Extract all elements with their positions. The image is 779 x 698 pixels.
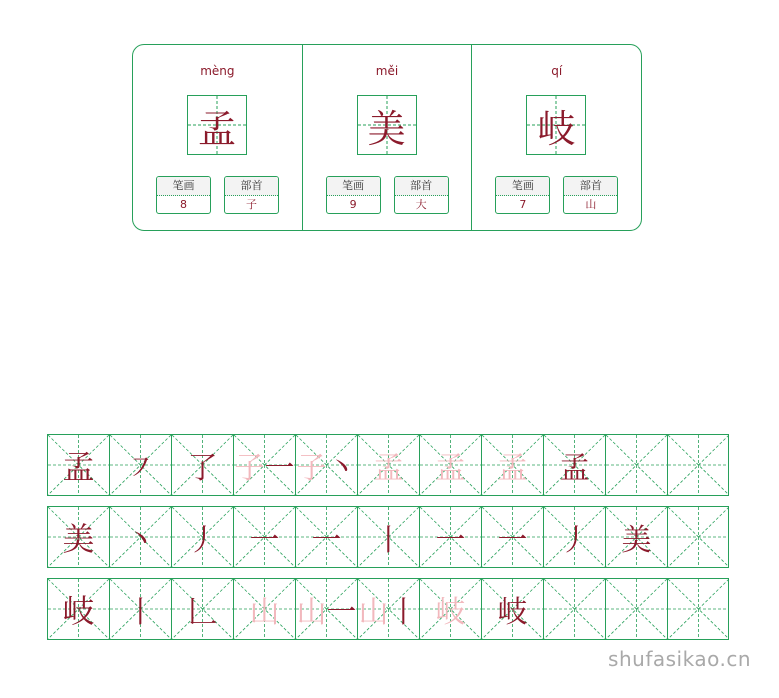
stroke-step [296, 579, 357, 639]
model-character: 孟 [62, 448, 95, 486]
stroke-step [358, 507, 419, 567]
previous-strokes: 孟 [497, 451, 528, 486]
current-stroke: 一 [497, 523, 528, 558]
stroke-step-cell [110, 435, 172, 495]
stroke-order-row [47, 506, 729, 568]
stroke-step-cell [482, 507, 544, 567]
current-stroke: 丨 [125, 595, 156, 630]
model-character: 岐 [62, 592, 95, 630]
stroke-order-row [47, 578, 729, 640]
stroke-step-cell [420, 435, 482, 495]
current-stroke: 孟 [559, 451, 590, 486]
stroke-step [420, 507, 481, 567]
stroke-step-cell [420, 579, 482, 639]
char-column-3 [472, 45, 641, 230]
model-character: 美 [62, 520, 95, 558]
stroke-count-label: 笔画 [327, 177, 380, 196]
previous-strokes: 山 [249, 595, 280, 630]
current-stroke: 一 [326, 595, 357, 630]
stroke-step-cell [296, 435, 358, 495]
stroke-step [544, 435, 605, 495]
current-stroke: 一 [435, 523, 466, 558]
current-stroke: 美 [621, 523, 652, 558]
stroke-step-cell [544, 435, 606, 495]
current-stroke: 一 [311, 523, 342, 558]
stroke-step-cell [544, 507, 606, 567]
stroke-count-label: 笔画 [496, 177, 549, 196]
current-stroke: 丿 [559, 523, 590, 558]
radical-label: 部首 [225, 177, 278, 196]
character-info-card [132, 44, 642, 231]
stroke-count-value: 9 [349, 198, 357, 211]
current-stroke: 丨 [388, 595, 419, 630]
radical-label: 部首 [395, 177, 448, 196]
model-character-cell [48, 435, 110, 495]
current-stroke: 岐 [497, 595, 528, 630]
previous-strokes: 山 [296, 595, 327, 630]
radical-value: 大 [415, 198, 427, 211]
stroke-step-cell [482, 579, 544, 639]
stroke-step [172, 507, 233, 567]
stroke-step [296, 435, 357, 495]
stroke-step [482, 507, 543, 567]
char-grid-box [526, 95, 586, 155]
stroke-step-cell [110, 507, 172, 567]
model-character-cell [48, 507, 110, 567]
stroke-step-cell [668, 579, 730, 639]
radical-box [394, 176, 449, 214]
current-stroke: 丶 [125, 523, 156, 558]
radical-value: 子 [246, 198, 257, 211]
stroke-step [358, 579, 419, 639]
stroke-step-cell [606, 579, 668, 639]
stroke-step-cell [358, 435, 420, 495]
stroke-count-label: 笔画 [157, 177, 210, 196]
current-stroke: 一 [249, 523, 280, 558]
char-column-2 [303, 45, 473, 230]
current-stroke: ㇇ [125, 451, 156, 486]
pinyin-label: mèng [200, 64, 235, 78]
big-character: 岐 [537, 106, 576, 151]
radical-box [563, 176, 618, 214]
current-stroke: 一 [264, 451, 295, 486]
stroke-step-cell [544, 579, 606, 639]
current-stroke: 了 [187, 451, 218, 486]
model-character-cell [48, 579, 110, 639]
stroke-step-cell [234, 435, 296, 495]
previous-strokes: 孟 [435, 451, 466, 486]
previous-strokes: 子 [234, 451, 265, 486]
current-stroke: 丶 [326, 451, 357, 486]
big-character: 美 [367, 106, 406, 151]
previous-strokes: 孟 [373, 451, 404, 486]
stroke-step-cell [482, 435, 544, 495]
stroke-step-cell [234, 507, 296, 567]
stroke-step-cell [606, 435, 668, 495]
stroke-step [234, 507, 295, 567]
stroke-step-cell [172, 507, 234, 567]
pinyin-label: měi [375, 64, 399, 78]
stroke-step-cell [296, 507, 358, 567]
stroke-step-cell [358, 507, 420, 567]
watermark: shufasikao.cn [608, 647, 751, 671]
stroke-step-cell [296, 579, 358, 639]
stroke-step [420, 435, 481, 495]
stroke-count-value: 7 [519, 198, 527, 211]
stroke-order-row [47, 434, 729, 496]
stroke-step [172, 435, 233, 495]
stroke-step-cell [668, 507, 730, 567]
stroke-step-cell [172, 579, 234, 639]
char-column-1 [133, 45, 303, 230]
stroke-step-cell [172, 435, 234, 495]
stroke-step [110, 435, 171, 495]
radical-label: 部首 [564, 177, 617, 196]
stroke-count-box [326, 176, 381, 214]
current-stroke: 𠃊 [187, 595, 218, 630]
stroke-step [110, 507, 171, 567]
radical-value: 山 [585, 198, 597, 211]
stroke-step-cell [668, 435, 730, 495]
stroke-step [482, 435, 543, 495]
stroke-step [358, 435, 419, 495]
stroke-step [234, 579, 295, 639]
stroke-step-cell [606, 507, 668, 567]
char-grid-box [357, 95, 417, 155]
big-character: 孟 [197, 106, 236, 151]
previous-strokes: 山 [358, 595, 389, 630]
stroke-step [234, 435, 295, 495]
stroke-step [606, 507, 667, 567]
stroke-step [420, 579, 481, 639]
stroke-step [110, 579, 171, 639]
char-grid-box [187, 95, 247, 155]
current-stroke: 丨 [373, 523, 404, 558]
stroke-step [482, 579, 543, 639]
stroke-step-cell [234, 579, 296, 639]
previous-strokes: 子 [296, 451, 327, 486]
stroke-step-cell [420, 507, 482, 567]
stroke-step [544, 507, 605, 567]
previous-strokes: 岐 [435, 595, 466, 630]
radical-box [224, 176, 279, 214]
stroke-count-box [495, 176, 550, 214]
stroke-count-box [156, 176, 211, 214]
stroke-step-cell [110, 579, 172, 639]
stroke-step [296, 507, 357, 567]
stroke-count-value: 8 [180, 198, 187, 211]
stroke-step-cell [358, 579, 420, 639]
current-stroke: 丿 [187, 523, 218, 558]
pinyin-label: qí [551, 64, 563, 78]
stroke-step [172, 579, 233, 639]
